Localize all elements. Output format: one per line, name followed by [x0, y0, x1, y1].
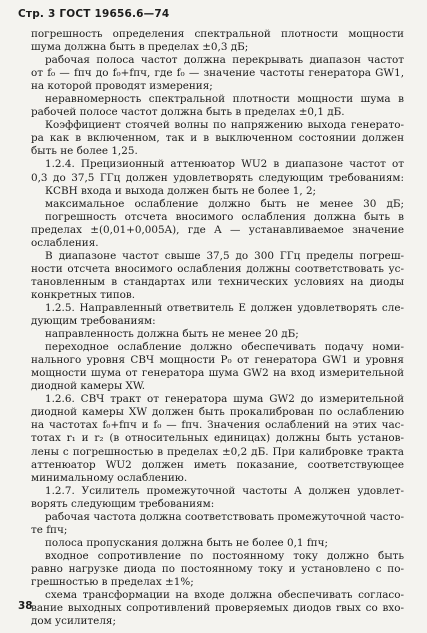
text-line: на которой проводят измерения;	[31, 80, 213, 93]
text-line: минимальному ослаблению.	[31, 471, 188, 484]
text-line: погрешность определения спектральной плотности мощности	[31, 28, 404, 40]
text-line: ности отсчета вносимого ослабления должны соответствовать ус-	[31, 262, 404, 275]
text-line: ослабления.	[31, 236, 99, 249]
text-line: те fпч;	[31, 523, 68, 536]
text-line: ворять следующим требованиям:	[31, 497, 215, 510]
text-line: переходное ослабление должно обеспечивать подачу номи-	[45, 341, 404, 354]
text-line: неравномерность спектральной плотности мощности шума в	[45, 93, 404, 106]
text-line: Коэффициент стоячей волны по напряжению выхода генерато-	[45, 119, 404, 132]
text-line: 1.2.6. СВЧ тракт от генератора шума GW2 до измерительной	[45, 393, 404, 406]
text-line: погрешность отсчета вносимого ослабления должна быть в	[45, 210, 404, 223]
text-line: пределах ±(0,01+0,005A), где A — устанавливаемое значение	[31, 223, 404, 236]
text-line: равно нагрузке диода по постоянному току и установлено с по-	[31, 562, 404, 575]
text-line: дующим требованиям:	[31, 315, 156, 328]
page-header: Стр. 3 ГОСТ 19656.6—74	[18, 8, 170, 20]
text-line: от f₀ — fпч до f₀+fпч, где f₀ — значение частоты генератора GW1,	[31, 67, 404, 80]
text-line: нального уровня СВЧ мощности P₀ от генератора GW1 и уровня	[31, 354, 404, 367]
text-line: быть не более 1,25.	[31, 145, 138, 158]
text-line: 1.2.4. Прецизионный аттенюатор WU2 в диапазоне частот от	[45, 158, 404, 171]
text-line: тановленным в стандартах или технических условиях на диоды	[31, 275, 404, 288]
body-text	[31, 28, 404, 628]
text-line: диодной камеры XW должен быть прокалиброван по ослаблению	[31, 406, 404, 419]
text-line: ра как в включенном, так и в выключенном состоянии должен	[31, 132, 404, 145]
text-line: мощности шума от генератора шума GW2 на вход измерительной	[31, 367, 404, 380]
text-line: рабочей полосе частот должна быть в пределах ±0,1 дБ.	[31, 106, 345, 119]
text-line: схема трансформации на входе должна обеспечивать согласо-	[45, 589, 404, 602]
text-line: тотах r₁ и r₂ (в относительных единицах) должны быть установ-	[31, 432, 404, 445]
text-line: направленность должна быть не менее 20 дБ;	[45, 328, 299, 341]
text-line: В диапазоне частот свыше 37,5 до 300 ГГц пределы погреш-	[45, 249, 404, 262]
text-line: дом усилителя;	[31, 615, 116, 628]
page-number: 38	[18, 600, 33, 612]
text-line: конкретных типов.	[31, 288, 136, 301]
text-line: шума должна быть в пределах ±0,3 дБ;	[31, 41, 249, 54]
text-line: 0,3 до 37,5 ГГц должен удовлетворять следующим требованиям:	[31, 171, 404, 184]
text-line: на частотах f₀+fпч и f₀ — fпч. Значения ослаблений на этих час-	[31, 419, 404, 432]
text-line: диодной камеры XW.	[31, 380, 146, 393]
text-line: максимальное ослабление должно быть не менее 30 дБ;	[45, 197, 404, 210]
text-line: входное сопротивление по постоянному току должно быть	[45, 549, 404, 562]
text-line: лены с погрешностью в пределах ±0,2 дБ. При калибровке тракта	[31, 445, 404, 458]
text-line: рабочая частота должна соответствовать промежуточной часто-	[45, 510, 404, 523]
text-line: вание выходных сопротивлений проверяемых диодов rвых со вхо-	[31, 602, 404, 615]
text-line: грешностью в пределах ±1%;	[31, 575, 194, 588]
text-line: аттенюатор WU2 должен иметь показание, соответствующее	[31, 458, 404, 471]
text-line: рабочая полоса частот должна перекрывать диапазон частот	[45, 54, 404, 67]
text-line: полоса пропускания должна быть не более 0,1 fпч;	[45, 536, 328, 549]
text-line: КСВН входа и выхода должен быть не более 1, 2;	[45, 184, 317, 197]
text-line: 1.2.7. Усилитель промежуточной частоты A должен удовлет-	[45, 484, 404, 497]
text-line: 1.2.5. Направленный ответвитель E должен удовлетворять сле-	[45, 301, 404, 314]
